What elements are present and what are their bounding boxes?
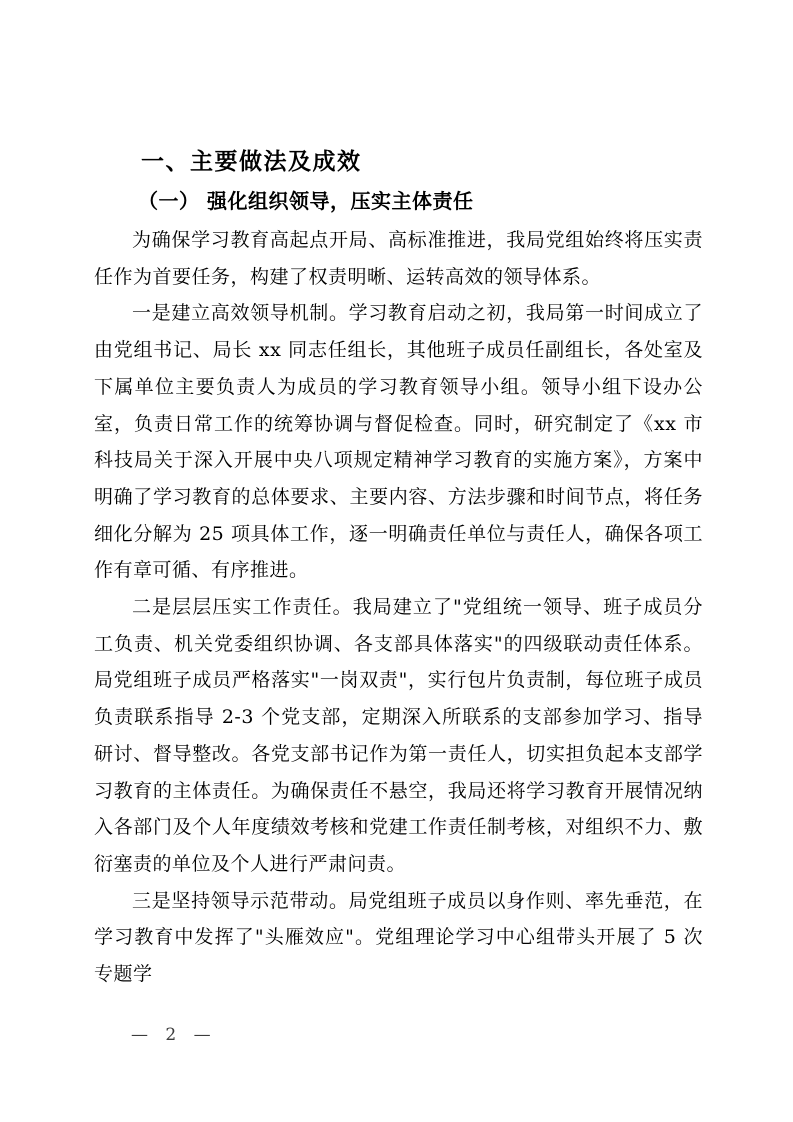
- page-number: — 2 —: [131, 1025, 213, 1045]
- section-heading: 一、主要做法及成效: [141, 149, 362, 175]
- paragraph-point-one: 一是建立高效领导机制。学习教育启动之初，我局第一时间成立了由党组书记、局长 xx 同志任组长，其他班子成员任副组长，各处室及下属单位主要负责人为成员的学习教育领导小组。领导小组下设办公室，负责日常工作的统筹协调与督促检查。同时，研究制定了《xx 市科技局关于深入开展中央八项规定精神学习教育的实施方案》，方案中明确了学习教育的总体要求、主要内容、方法步骤和时间节点，将任务细化分解为 25 项具体工作，逐一明确责任单位与责任人，确保各项工作有章可循、有序推进。: [94, 302, 703, 582]
- paragraph-point-two: 二是层层压实工作责任。我局建立了"党组统一领导、班子成员分工负责、机关党委组织协调、各支部具体落实"的四级联动责任体系。局党组班子成员严格落实"一岗双责"，实行包片负责制，每位班子成员负责联系指导 2-3 个党支部，定期深入所联系的支部参加学习、指导研讨、督导整改。各党支部书记作为第一责任人，切实担负起本支部学习教育的主体责任。为确保责任不悬空，我局还将学习教育开展情况纳入各部门及个人年度绩效考核和党建工作责任制考核，对组织不力、敷衍塞责的单位及个人进行严肃问责。: [94, 596, 703, 875]
- paragraph-point-three: 三是坚持领导示范带动。局党组班子成员以身作则、率先垂范，在学习教育中发挥了"头雁效应"。党组理论学习中心组带头开展了 5 次专题学: [94, 889, 703, 986]
- subsection-heading: （一） 强化组织领导，压实主体责任: [138, 189, 474, 213]
- document-content: [94, 147, 703, 993]
- paragraph-intro: 为确保学习教育高起点开局、高标准推进，我局党组始终将压实责任作为首要任务，构建了权责明晰、运转高效的领导体系。: [94, 229, 703, 288]
